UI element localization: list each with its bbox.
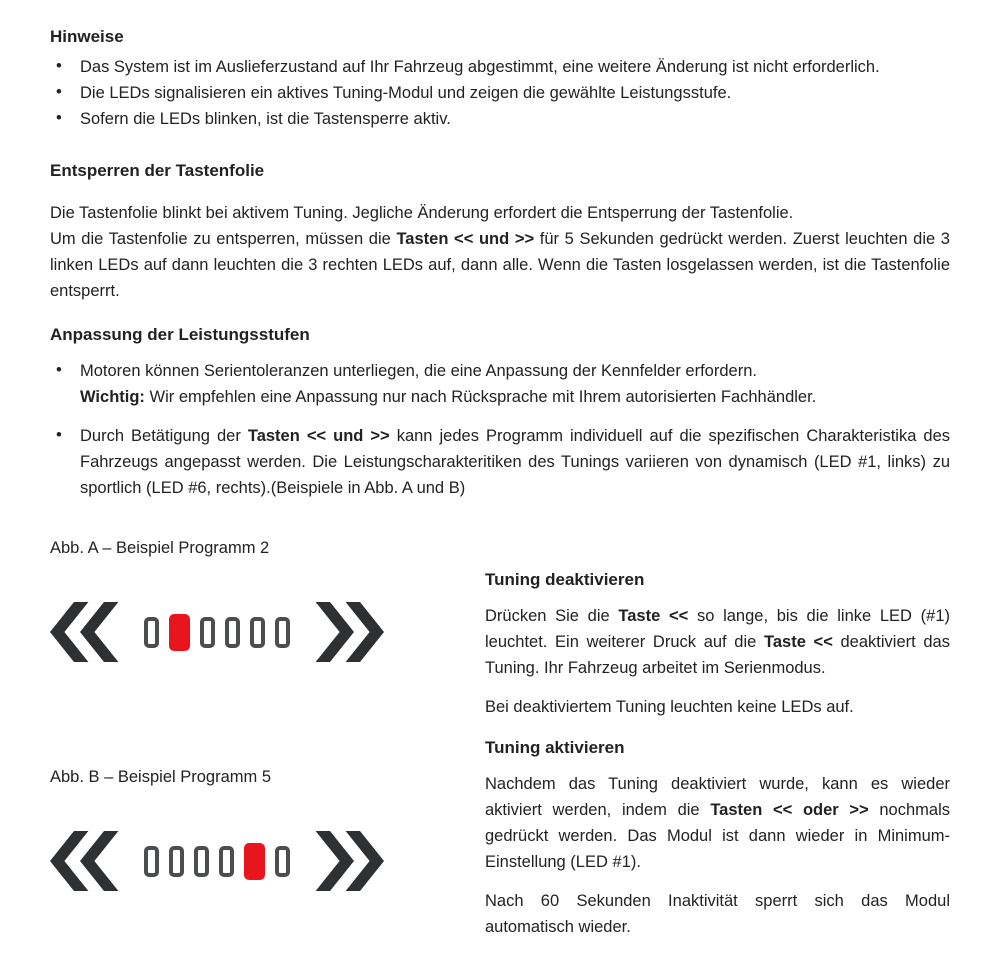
bullet-text: Das System ist im Auslieferzustand auf Ihr Fahrzeug abgestimmt, eine weitere Änderung ist nicht erforderlich. — [80, 58, 880, 76]
chevrons-right-icon — [312, 599, 384, 665]
entsperren-paragraph: Die Tastenfolie blinkt bei aktivem Tuning. Jegliche Änderung erfordert die Entsperrung der Tastenfolie. Um die Tastenfolie zu entsperren, müssen die Tasten << und >> für 5 Sekunden gedrückt werden. Zuerst leuchten die 3 linken LEDs auf dann leuchten die 3 rechten LEDs auf, dann alle. Wenn die Tasten losgelassen werden, ist die Tastenfolie entsperrt. — [50, 204, 950, 300]
bullet-icon: • — [56, 426, 62, 444]
hinweise-heading: Hinweise — [50, 27, 124, 46]
entsperren-heading: Entsperren der Tastenfolie — [50, 161, 265, 180]
tuning-aktivieren-paragraph: Nachdem das Tuning deaktiviert wurde, kann es wieder aktiviert werden, indem die Tasten << oder >> nochmals gedrückt werden. Das Modul ist dann wieder in Minimum-Einstellung (LED #1). — [485, 775, 950, 871]
led-3-off — [200, 617, 215, 648]
figure-a-caption: Abb. A – Beispiel Programm 2 — [50, 539, 270, 557]
chevrons-left-icon — [50, 599, 122, 665]
led-row — [144, 614, 290, 651]
led-1-off — [144, 617, 159, 648]
led-5-off — [250, 617, 265, 648]
figure-a-led-panel — [50, 597, 485, 667]
tuning-deaktivieren-note: Bei deaktiviertem Tuning leuchten keine LEDs auf. — [485, 698, 854, 716]
bullet-text: Die LEDs signalisieren ein aktives Tuning-Modul und zeigen die gewählte Leistungsstufe. — [80, 84, 732, 102]
bullet-text: Sofern die LEDs blinken, ist die Tastensperre aktiv. — [80, 110, 451, 128]
tuning-deaktivieren-heading: Tuning deaktivieren — [485, 570, 645, 589]
bullet-icon: • — [56, 109, 62, 127]
led-4-off — [219, 846, 234, 877]
hinweise-bullet-list — [50, 54, 950, 132]
figures-column — [50, 537, 485, 940]
bullet-text: Motoren können Serientoleranzen unterliegen, die eine Anpassung der Kennfelder erfordern. Wichtig: Wir empfehlen eine Anpassung nur nach Rücksprache mit Ihrem autorisierten Fachhändler. — [80, 362, 817, 406]
list-item — [50, 54, 950, 80]
chevrons-left-icon — [50, 828, 122, 894]
tuning-aktivieren-heading: Tuning aktivieren — [485, 738, 625, 757]
led-4-off — [225, 617, 240, 648]
bullet-text: Durch Betätigung der Tasten << und >> kann jedes Programm individuell auf die spezifischen Charakteristika des Fahrzeugs angepasst werden. Die Leistungscharakteritiken des Tunings variieren von dynamisch (LED #1, links) zu sportlich (LED #6, rechts).(Beispiele in Abb. A und B) — [80, 427, 950, 497]
figures-and-instructions — [50, 537, 950, 940]
bullet-icon: • — [56, 83, 62, 101]
list-item — [50, 358, 950, 410]
bullet-icon: • — [56, 57, 62, 75]
section-hinweise — [50, 26, 950, 132]
chevrons-right-icon — [312, 828, 384, 894]
bullet-icon: • — [56, 361, 62, 379]
list-item — [50, 106, 950, 132]
anpassung-bullet-list — [50, 358, 950, 501]
led-2-off — [169, 846, 184, 877]
figure-b-caption: Abb. B – Beispiel Programm 5 — [50, 768, 272, 786]
section-anpassung — [50, 324, 950, 501]
figure-b-led-panel — [50, 826, 485, 896]
led-3-off — [194, 846, 209, 877]
led-2-on — [169, 614, 190, 651]
tuning-aktivieren-note: Nach 60 Sekunden Inaktivität sperrt sich das Modul automatisch wieder. — [485, 892, 950, 936]
tuning-deaktivieren-paragraph: Drücken Sie die Taste << so lange, bis die linke LED (#1) leuchtet. Ein weiterer Druck auf die Taste << deaktiviert das Tuning. Ihr Fahrzeug arbeitet im Serienmodus. — [485, 607, 951, 677]
section-entsperren — [50, 160, 950, 304]
led-5-on — [244, 843, 265, 880]
led-6-off — [275, 617, 290, 648]
list-item — [50, 80, 950, 106]
anpassung-heading: Anpassung der Leistungsstufen — [50, 325, 310, 344]
list-item — [50, 423, 950, 501]
led-1-off — [144, 846, 159, 877]
led-row — [144, 843, 290, 880]
instructions-column — [485, 569, 950, 940]
led-6-off — [275, 846, 290, 877]
